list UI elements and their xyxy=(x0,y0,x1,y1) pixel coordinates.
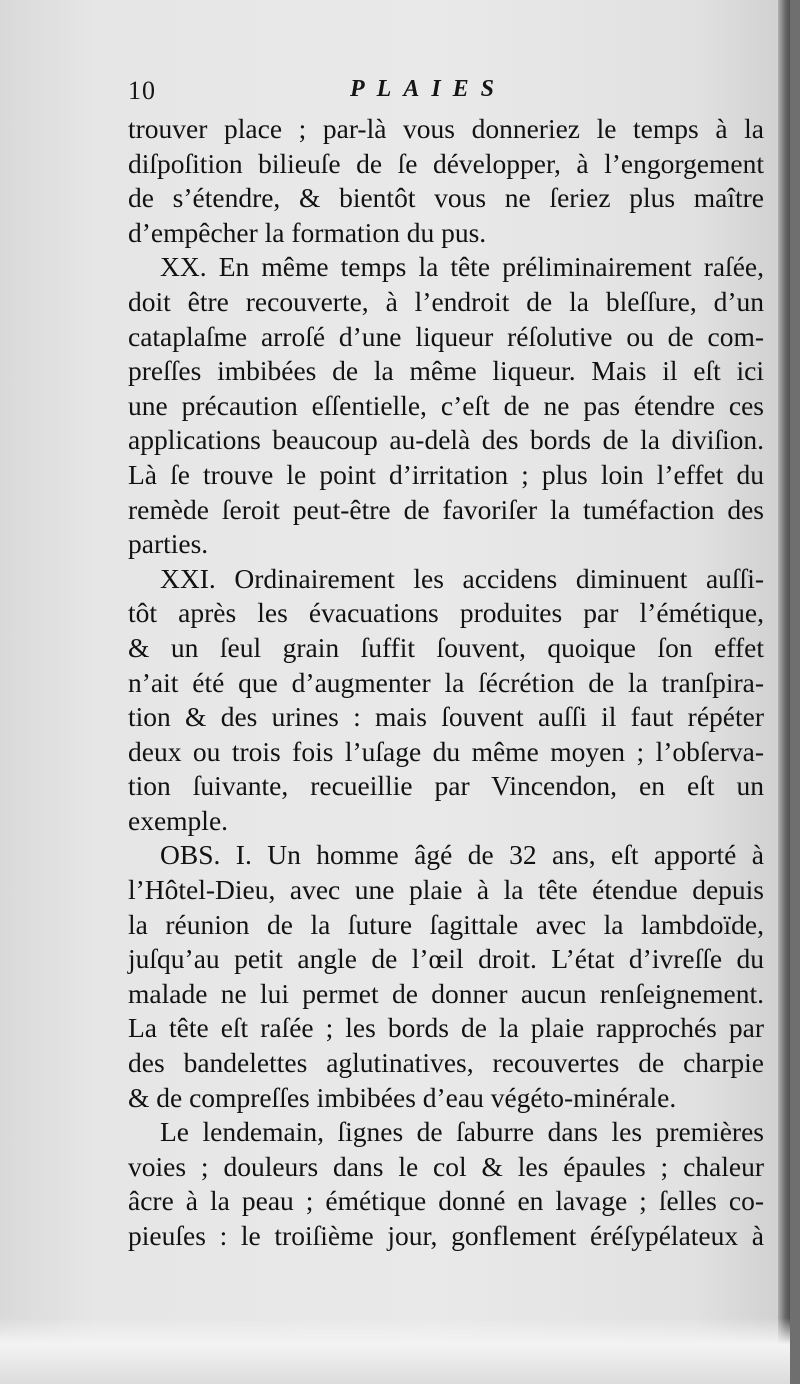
text-line: voies ; douleurs dans le col & les épaules ; chaleur xyxy=(128,1150,764,1182)
text-line: applications beaucoup au-delà des bords de la diviſion. xyxy=(128,424,764,456)
running-title: PLAIES xyxy=(350,76,507,102)
page-header xyxy=(128,76,764,110)
paragraph-xx-start: XX. En même temps la tête préliminairement raſée, xyxy=(160,251,764,283)
text-line: l’Hôtel-Dieu, avec une plaie à la tête étendue depuis xyxy=(128,874,764,906)
text-line: preſſes imbibées de la même liqueur. Mais il eſt ici xyxy=(128,355,764,387)
text-line: deux ou trois fois l’uſage du même moyen ; l’obſerva- xyxy=(128,735,764,767)
text-line: parties. xyxy=(128,528,209,560)
text-line: cataplaſme arroſé d’une liqueur réſolutive ou de com- xyxy=(128,320,764,352)
page-bottom-edge xyxy=(0,1318,790,1384)
text-line: de s’étendre, & bientôt vous ne ſeriez plus maître xyxy=(128,182,764,214)
text-line: tion & des urines : mais ſouvent auſſi il faut répéter xyxy=(128,701,764,733)
text-line: malade ne lui permet de donner aucun renſeignement. xyxy=(128,977,764,1009)
body-text xyxy=(128,112,764,1254)
text-line: une précaution eſſentielle, c’eſt de ne pas étendre ces xyxy=(128,389,764,421)
page-number: 10 xyxy=(128,76,156,105)
text-line: la réunion de la ſuture ſagittale avec la lambdoïde, xyxy=(128,908,764,940)
paragraph-next-day-start: Le lendemain, ſignes de ſaburre dans les premières xyxy=(160,1116,764,1148)
text-line: des bandelettes aglutinatives, recouvertes de charpie xyxy=(128,1047,764,1079)
text-line: tion ſuivante, recueillie par Vincendon, en eſt un xyxy=(128,770,764,802)
text-line: n’ait été que d’augmenter la ſécrétion de la tranſpira- xyxy=(128,666,764,698)
text-line: La tête eſt raſée ; les bords de la plaie rapprochés par xyxy=(128,1012,764,1044)
text-line: tôt après les évacuations produites par l’émétique, xyxy=(128,597,764,629)
text-line: doit être recouverte, à l’endroit de la bleſſure, d’un xyxy=(128,285,764,317)
text-line: & de compreſſes imbibées d’eau végéto-minérale. xyxy=(128,1081,677,1113)
text-line: diſpoſition bilieuſe de ſe développer, à l’engorgement xyxy=(128,147,764,179)
paragraph-xxi-start: XXI. Ordinairement les accidens diminuent auſſi- xyxy=(160,562,764,594)
text-line: pieuſes : le troiſième jour, gonflement éréſypélateux à xyxy=(128,1220,764,1251)
book-spine-shadow xyxy=(778,0,790,1384)
text-line: juſqu’au petit angle de l’œil droit. L’état d’ivreſſe du xyxy=(128,943,764,975)
observation-start: OBS. I. Un homme âgé de 32 ans, eſt apporté à xyxy=(160,839,764,871)
text-line: âcre à la peau ; émétique donné en lavage ; ſelles co- xyxy=(128,1185,764,1217)
text-line: & un ſeul grain ſuffit ſouvent, quoique ſon effet xyxy=(128,631,764,663)
text-line: exemple. xyxy=(128,804,229,836)
text-line: trouver place ; par-là vous donneriez le temps à la xyxy=(128,113,764,144)
text-line: d’empêcher la formation du pus. xyxy=(128,216,487,248)
text-line: Là ſe trouve le point d’irritation ; plus loin l’effet du xyxy=(128,458,764,490)
text-line: remède ſeroit peut-être de favoriſer la tuméfaction des xyxy=(128,493,764,525)
